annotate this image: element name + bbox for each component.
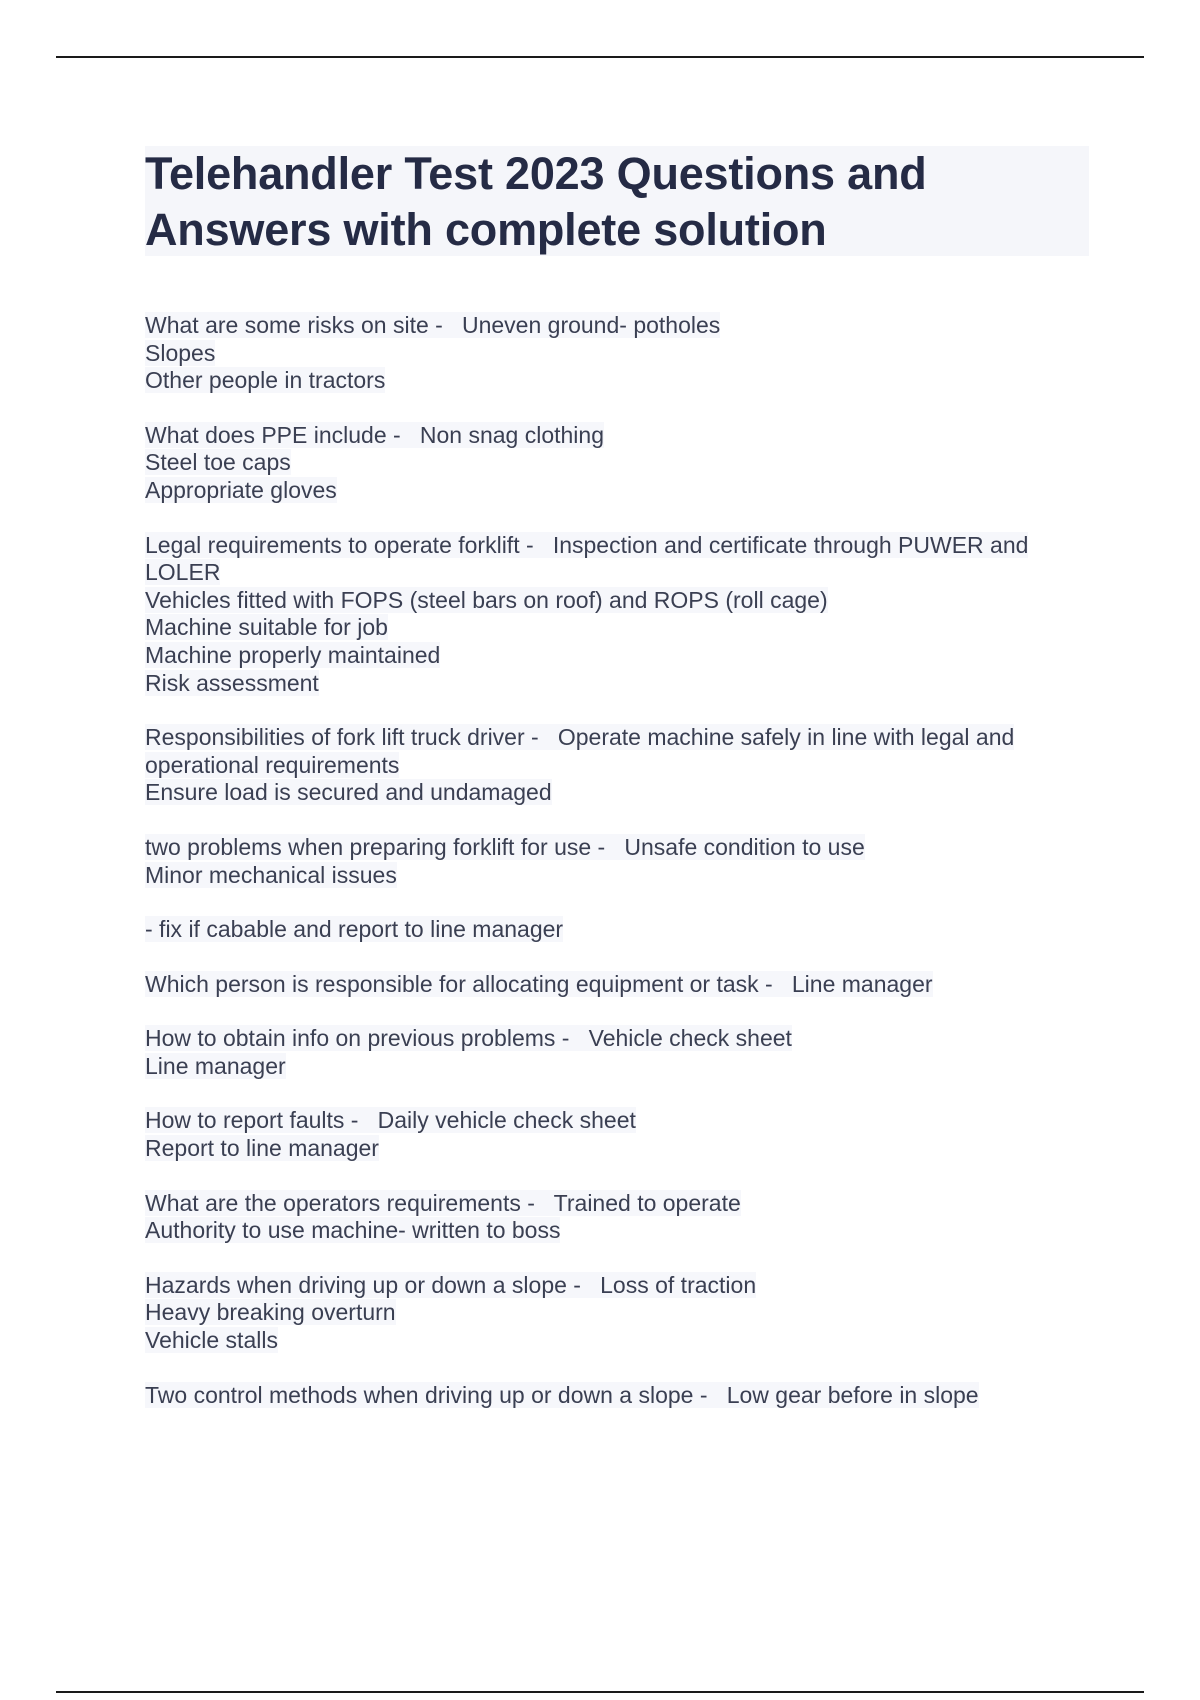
answer-text: Steel toe caps [145, 449, 291, 476]
line-highlight [145, 724, 1014, 750]
line-highlight [145, 422, 604, 448]
answer-text: - fix if cabable and report to line manager [145, 916, 564, 943]
qa-first-line [145, 1107, 1089, 1135]
answer-line [145, 587, 1089, 615]
answer-text: Vehicle stalls [145, 1327, 278, 1354]
answer-text: Low gear before in slope [726, 1381, 979, 1408]
answer-text: Line manager [145, 1052, 286, 1079]
qa-list [145, 312, 1089, 1409]
page-title: Telehandler Test 2023 Questions and Answers with complete solution [145, 148, 927, 255]
qa-entry [145, 1190, 1089, 1245]
answer-text: LOLER [145, 559, 221, 586]
answer-text: Vehicles fitted with FOPS (steel bars on roof) and ROPS (roll cage) [145, 586, 828, 613]
answer-line [145, 614, 1089, 642]
top-rule [56, 56, 1144, 58]
answer-text: Risk assessment [145, 669, 319, 696]
answer-text: Minor mechanical issues [145, 861, 397, 888]
qa-first-line [145, 1382, 1089, 1410]
question-answer-gap [708, 1382, 727, 1408]
qa-first-line [145, 1025, 1089, 1053]
question-answer-gap [605, 834, 624, 860]
question-answer-gap [534, 532, 553, 558]
line-highlight [145, 532, 1028, 558]
question-text: What are some risks on site - [145, 312, 443, 338]
qa-entry [145, 532, 1089, 698]
qa-first-line [145, 422, 1089, 450]
answer-text: Other people in tractors [145, 367, 386, 394]
line-highlight [145, 779, 552, 805]
line-highlight [145, 1053, 286, 1079]
question-answer-gap [443, 312, 462, 338]
question-text: Two control methods when driving up or down a slope - [145, 1381, 708, 1408]
line-highlight [145, 559, 220, 585]
answer-text: Daily vehicle check sheet [377, 1107, 636, 1134]
qa-first-line [145, 312, 1089, 340]
answer-text: Loss of traction [600, 1271, 757, 1298]
line-highlight [145, 614, 388, 640]
line-highlight [145, 1327, 278, 1353]
question-answer-gap [535, 1190, 554, 1216]
line-highlight [145, 449, 291, 475]
line-highlight [145, 587, 828, 613]
question-answer-gap [569, 1025, 588, 1051]
question-text: two problems when preparing forklift for use - [145, 833, 606, 860]
question-answer-gap [401, 422, 420, 448]
line-highlight [145, 1107, 636, 1133]
answer-text: Inspection and certificate through PUWER and [552, 531, 1029, 558]
line-highlight [145, 367, 385, 393]
answer-text: Heavy breaking overturn [145, 1299, 396, 1326]
question-text: What are the operators requirements - [145, 1189, 535, 1216]
line-highlight [145, 916, 563, 942]
answer-text: Appropriate gloves [145, 476, 337, 503]
line-highlight [145, 862, 397, 888]
qa-first-line [145, 971, 1089, 999]
question-text: Responsibilities of fork lift truck driver - [145, 724, 539, 751]
answer-text: Trained to operate [553, 1189, 741, 1216]
answer-text: Line manager [791, 970, 933, 997]
question-answer-gap [581, 1272, 600, 1298]
answer-line [145, 1217, 1089, 1245]
line-highlight [145, 834, 865, 860]
answer-line [145, 340, 1089, 368]
qa-entry [145, 312, 1089, 395]
answer-line [145, 477, 1089, 505]
answer-text: Report to line manager [145, 1135, 379, 1162]
line-highlight [145, 1025, 792, 1051]
qa-first-line [145, 532, 1089, 560]
question-text: What does PPE include - [145, 421, 401, 448]
answer-line [145, 670, 1089, 698]
answer-text: Operate machine safely in line with legal and [557, 724, 1015, 751]
question-answer-gap [773, 971, 792, 997]
line-highlight [145, 642, 440, 668]
answer-line [145, 642, 1089, 670]
qa-first-line [145, 1272, 1089, 1300]
answer-text: Machine properly maintained [145, 641, 441, 668]
answer-text: operational requirements [145, 751, 400, 778]
answer-line [145, 1299, 1089, 1327]
answer-line [145, 449, 1089, 477]
line-highlight [145, 1382, 979, 1408]
question-text: Hazards when driving up or down a slope - [145, 1271, 581, 1298]
line-highlight [145, 477, 337, 503]
line-highlight [145, 1299, 396, 1325]
answer-text: Vehicle check sheet [588, 1025, 792, 1052]
answer-line [145, 1053, 1089, 1081]
answer-text: Ensure load is secured and undamaged [145, 779, 552, 806]
qa-first-line [145, 1190, 1089, 1218]
line-highlight [145, 971, 933, 997]
answer-text: Unsafe condition to use [624, 833, 865, 860]
qa-entry [145, 1382, 1089, 1410]
qa-first-line [145, 724, 1089, 752]
question-text: Which person is responsible for allocating equipment or task - [145, 970, 773, 997]
question-text: How to report faults - [145, 1107, 359, 1134]
qa-entry [145, 834, 1089, 889]
question-text: How to obtain info on previous problems - [145, 1025, 570, 1052]
qa-first-line [145, 916, 1089, 944]
answer-text: Non snag clothing [419, 421, 604, 448]
answer-line [145, 1327, 1089, 1355]
question-answer-gap [539, 724, 558, 750]
answer-text: Authority to use machine- written to boss [145, 1217, 561, 1244]
line-highlight [145, 1217, 560, 1243]
answer-line [145, 1135, 1089, 1163]
question-answer-gap [358, 1107, 377, 1133]
qa-entry [145, 422, 1089, 505]
answer-line [145, 862, 1089, 890]
question-text: Legal requirements to operate forklift - [145, 531, 534, 558]
line-highlight [145, 1272, 756, 1298]
qa-entry [145, 916, 1089, 944]
line-highlight [145, 1190, 741, 1216]
answer-line [145, 559, 1089, 587]
answer-line [145, 367, 1089, 395]
line-highlight [145, 340, 215, 366]
line-highlight [145, 752, 399, 778]
line-highlight [145, 670, 319, 696]
qa-entry [145, 1272, 1089, 1355]
answer-text: Machine suitable for job [145, 614, 388, 641]
line-highlight [145, 1135, 379, 1161]
title-block [145, 146, 1089, 256]
qa-entry [145, 1107, 1089, 1162]
qa-entry [145, 724, 1089, 807]
qa-entry [145, 971, 1089, 999]
qa-entry [145, 1025, 1089, 1080]
line-highlight [145, 312, 720, 338]
bottom-rule [56, 1691, 1144, 1693]
answer-text: Uneven ground- potholes [461, 312, 721, 338]
qa-first-line [145, 834, 1089, 862]
document-body [145, 146, 1089, 1436]
answer-line [145, 779, 1089, 807]
answer-text: Slopes [145, 339, 216, 366]
answer-line [145, 752, 1089, 780]
